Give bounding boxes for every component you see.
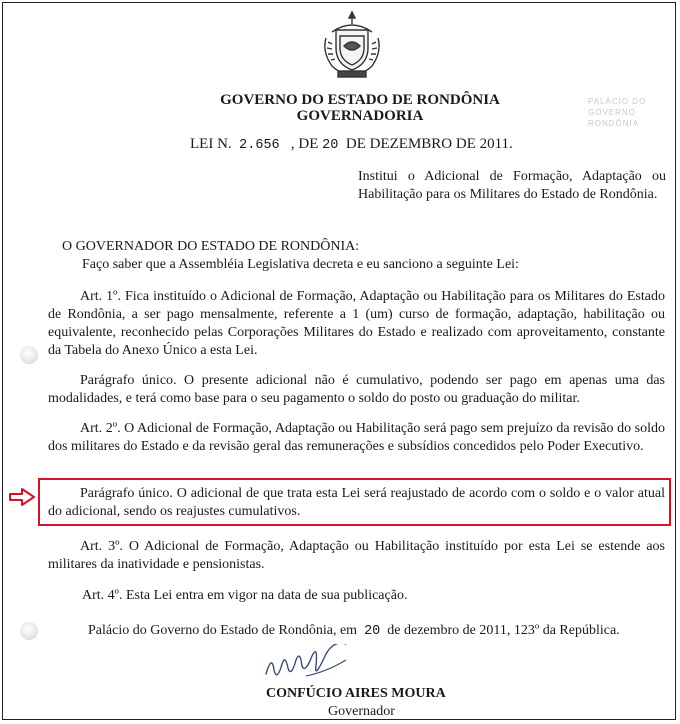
article-2-paragraph: Parágrafo único. O adicional de que trata esta Lei será reajustado de acordo com o soldo e o valor atual do adicional, sendo os reajustes cumulativos. bbox=[48, 486, 665, 519]
signer-title: Governador bbox=[328, 704, 395, 719]
closing-day: 20 bbox=[364, 624, 381, 639]
punch-hole-top bbox=[20, 346, 38, 364]
law-day: 20 bbox=[322, 138, 339, 153]
law-date-separator: , DE bbox=[290, 136, 319, 152]
preamble-heading: O GOVERNADOR DO ESTADO DE RONDÔNIA: bbox=[62, 239, 360, 254]
closing-date: de dezembro de 2011, 123º da República. bbox=[387, 623, 620, 638]
law-date-rest: DE DEZEMBRO DE 2011. bbox=[345, 136, 513, 152]
article-1-paragraph: Parágrafo único. O presente adicional não é cumulativo, podendo ser pago em apenas uma das modalidades, e terá como base para o seu pagamento o soldo do posto ou graduação do militar. bbox=[48, 373, 665, 406]
coat-of-arms-icon bbox=[318, 8, 386, 80]
article-1: Art. 1º. Fica instituído o Adicional de Formação, Adaptação ou Habilitação para os Militares do Estado de Rondônia, a ser pago mensalmente, referente a 1 (um) curso de formação, adaptação, habilitação ou equivalente, reconhecido pelas Corporações Militares do Estado e realizado com aproveitamento, constante da Tabela do Anexo Único a esta Lei. bbox=[48, 289, 665, 358]
law-number: 2.656 bbox=[239, 138, 280, 153]
office-title: GOVERNADORIA bbox=[296, 108, 424, 124]
closing-place: Palácio do Governo do Estado de Rondônia, em bbox=[88, 623, 358, 638]
punch-hole-bottom bbox=[20, 622, 38, 640]
signer-name: CONFÚCIO AIRES MOURA bbox=[266, 686, 446, 701]
government-title: GOVERNO DO ESTADO DE RONDÔNIA bbox=[220, 92, 500, 108]
law-summary: Institui o Adicional de Formação, Adaptação ou Habilitação para os Militares do Estado de Rondônia. bbox=[358, 169, 666, 202]
article-3: Art. 3º. O Adicional de Formação, Adaptação ou Habilitação instituído por esta Lei se estende aos militares da inatividade e pensionistas. bbox=[48, 539, 665, 572]
article-2: Art. 2º. O Adicional de Formação, Adaptação ou Habilitação será pago sem prejuízo da revisão do soldo dos militares do Estado e da revisão geral das remunerações e subsídios concedidos pelo Poder Executivo. bbox=[48, 421, 665, 454]
law-title bbox=[190, 136, 513, 153]
stamp-line: RONDÔNIA bbox=[588, 119, 640, 128]
right-arrow-icon bbox=[8, 488, 36, 506]
stamp-line: PALÁCIO DO GOVERNO bbox=[588, 97, 647, 117]
closing-line bbox=[88, 622, 620, 641]
law-prefix: LEI N. bbox=[190, 136, 232, 152]
handwritten-signature bbox=[262, 644, 372, 688]
article-4: Art. 4º. Esta Lei entra em vigor na data de sua publicação. bbox=[82, 588, 408, 603]
preamble-text: Faço saber que a Assembléia Legislativa decreta e eu sanciono a seguinte Lei: bbox=[82, 257, 519, 272]
